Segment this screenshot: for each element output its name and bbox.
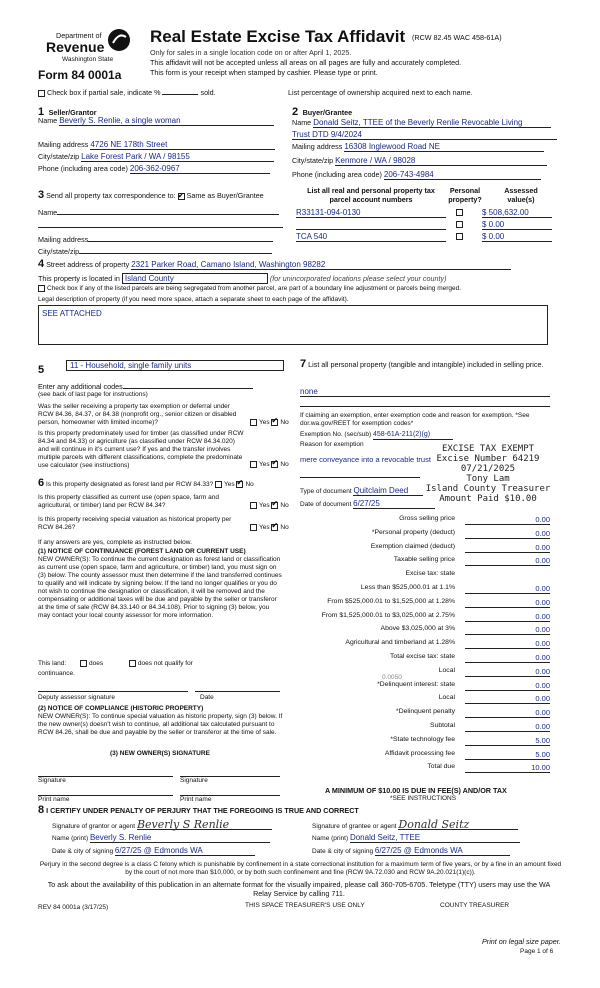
header-sub1: Only for sales in a single location code on or after April 1, 2025. [150, 48, 352, 57]
tax-row-label: Less than $525,000.01 at 1.1% [360, 584, 455, 591]
section3-city-field[interactable] [79, 245, 272, 254]
tax-row-amount[interactable]: 0.00 [465, 598, 550, 608]
form-title: Real Estate Excise Tax Affidavit [150, 27, 406, 46]
tax-row [300, 570, 550, 581]
section4-address-row: 4 Street address of property 2321 Parker Road, Camano Island, Washington 98282 [38, 260, 558, 270]
seller-name-row: Name Beverly S. Renlie, a single woman [38, 116, 283, 126]
notice1-text: NEW OWNER(S): To continue the current designation as forest land or classification as current use (open space, farm and agriculture, or timber) land, you must sign on (3) below. The county assessor must then determine if the land transferred continues to qualify and will indicate by signing below. If the land no longer qualifies or you do not wish to continue the designation or classification, it will be removed and the compensating or additional taxes will be due and payable by the seller or transferor at the time of sale (RCW 84.33.140 or 84.34.108). Prior to signing (3) below, you may contact your local county assessor for more information. [38, 556, 282, 619]
tax-row-amount[interactable]: 0.00 [465, 722, 550, 732]
dept-line2: Revenue [46, 39, 105, 55]
doc-type-row: Type of document Quitclaim Deed [300, 487, 423, 496]
same-as-buyer-checkbox[interactable] [178, 193, 185, 200]
exemption-reason[interactable]: mere conveyance into a revocable trust [300, 455, 431, 464]
ownership-note: List percentage of ownership acquired next to each name. [288, 88, 473, 97]
buyer-name-line2[interactable]: Trust DTD 9/4/2024 [292, 130, 557, 140]
section3-mail-field[interactable] [88, 233, 273, 242]
buyer-name-line1[interactable]: Donald Seitz, TTEE of the Beverly Renlie Revocable Living [313, 118, 551, 128]
grantor-print-name[interactable]: Beverly S. Renlie [90, 834, 270, 843]
tax-row-label: From $525,000.01 to $1,525,000 at 1.28% [327, 597, 455, 605]
deputy-label: Deputy assessor signature [38, 694, 115, 701]
tax-row [300, 708, 550, 719]
partial-sale-checkbox[interactable] [38, 90, 45, 97]
buyer-mail[interactable]: 16308 Inglewood Road NE [344, 142, 544, 152]
grantor-date-city[interactable]: 6/27/25 @ Edmonds WA [115, 847, 255, 856]
section8-heading-row: 8 I CERTIFY UNDER PENALTY OF PERJURY THAT THE FOREGOING IS TRUE AND CORRECT [38, 804, 359, 816]
tax-row-amount[interactable]: 0.00 [465, 529, 550, 539]
buyer-section [292, 102, 557, 180]
tax-row-label: *State technology fee [390, 735, 455, 743]
tax-row [300, 681, 550, 692]
tax-row [300, 667, 550, 678]
notice2-title: (2) NOTICE OF COMPLIANCE (HISTORIC PROPERTY) [38, 705, 204, 712]
personal-property-checkbox[interactable] [456, 209, 463, 216]
seller-phone[interactable]: 206-362-0967 [130, 164, 270, 174]
tax-row-amount[interactable]: 0.00 [465, 556, 550, 566]
doc-type[interactable]: Quitclaim Deed [353, 487, 423, 496]
section5-q2-options: Yes ✔ No [250, 461, 289, 469]
county-select[interactable]: Island County [122, 273, 268, 284]
exemption-number[interactable]: 458-61A-211(2)(g) [373, 431, 453, 440]
table-row [296, 220, 556, 232]
tax-row [300, 736, 550, 747]
tax-row-amount[interactable]: 0.00 [465, 515, 550, 525]
tax-row-label: Taxable selling price [393, 556, 455, 564]
segregated-checkbox[interactable] [38, 285, 45, 292]
seller-phone-row: Phone (including area code) 206-362-0967 [38, 164, 283, 174]
personal-property-list[interactable]: none [300, 387, 550, 397]
grantor-date-row: Date & city of signing 6/27/25 @ Edmonds WA [52, 847, 292, 856]
section3-mail-row: Mailing address [38, 233, 283, 244]
section3-name-field[interactable] [57, 206, 279, 215]
deputy-sig-field[interactable] [38, 690, 188, 692]
buyer-phone[interactable]: 206-743-4984 [384, 170, 541, 180]
seller-mail[interactable]: 4726 NE 178th Street [90, 140, 275, 150]
personal-property-checkbox[interactable] [456, 221, 463, 228]
tax-row-label: From $1,525,000.01 to $3,025,000 at 2.75% [321, 611, 455, 619]
tax-row [300, 584, 550, 595]
q2-yes-checkbox[interactable] [250, 461, 257, 468]
table-row [296, 208, 556, 220]
see-instructions: *SEE INSTRUCTIONS [390, 795, 457, 802]
grantee-date-city[interactable]: 6/27/25 @ Edmonds WA [375, 847, 510, 856]
buyer-name-row: Name Donald Seitz, TTEE of the Beverly Renlie Revocable Living [292, 118, 557, 128]
reason-label: Reason for exemption [300, 441, 364, 448]
additional-codes-field[interactable] [123, 380, 253, 389]
continuance: continuance. [38, 670, 75, 677]
grantee-name-row: Name (print) Donald Seitz, TTEE [312, 834, 562, 843]
s6q2-no-checkbox[interactable] [271, 502, 278, 509]
tax-row-amount[interactable]: 0.00 [465, 694, 550, 704]
section-2-number: 2 [292, 106, 299, 118]
seller-city-row: City/state/zip Lake Forest Park / WA / 98155 [38, 152, 283, 162]
tax-row [300, 722, 550, 733]
s6q3-no-checkbox[interactable] [271, 524, 278, 531]
tax-row-label: *Personal property (deduct) [371, 528, 455, 536]
tax-row [300, 625, 550, 636]
page-number: Page 1 of 6 [520, 948, 554, 955]
does-checkbox[interactable] [80, 660, 87, 667]
parcel-table [296, 208, 556, 244]
tax-row-label: Total due [427, 763, 455, 771]
section-1-number: 1 [38, 106, 45, 118]
print-label2: Print name [180, 796, 212, 803]
treasurer-stamp: EXCISE TAX EXEMPT Excise Number 64219 07/21/2025 Tony Lam Island County Treasurer Amount Paid $10.00 [425, 444, 551, 504]
legal-desc-label: Legal description of property (if you need more space, attach a separate sheet to each page of the affidavit). [38, 296, 349, 303]
table-row [296, 232, 556, 244]
buyer-city[interactable]: Kenmore / WA / 98028 [335, 156, 547, 166]
section3-name-row: Name [38, 206, 283, 217]
section3-header: 3 Send all property tax correspondence to: ✔ Same as Buyer/Grantee [38, 191, 264, 200]
print-label1: Print name [38, 796, 70, 803]
tax-row-label: Excise tax: state [405, 570, 455, 578]
parcel-acct[interactable]: R33131-094-0130 [296, 208, 446, 218]
header-sub3: This form is your receipt when stamped by cashier. Please type or print. [150, 68, 378, 77]
additional-codes-row: Enter any additional codes [38, 380, 283, 391]
grantee-signature[interactable]: Donald Seitz [398, 821, 518, 830]
tax-row [300, 556, 550, 567]
tax-row-amount[interactable]: 0.00 [465, 653, 550, 663]
tax-row [300, 598, 550, 609]
tax-row [300, 639, 550, 650]
legal-desc-text: SEE ATTACHED [42, 309, 102, 318]
county-note: (for unincorporated locations please select your county) [269, 274, 447, 283]
tax-row-label: Agricultural and timberland at 1.28% [345, 639, 455, 647]
tax-row-amount[interactable]: 10.00 [465, 763, 550, 773]
tax-row-amount[interactable]: 0.00 [465, 681, 550, 691]
tax-row [300, 763, 550, 774]
tax-row [300, 653, 550, 664]
buyer-mail-row: Mailing address 16308 Inglewood Road NE [292, 142, 557, 152]
form-rcw: (RCW 82.45 WAC 458-61A) [412, 33, 502, 42]
grantee-date-row: Date & city of signing 6/27/25 @ Edmonds WA [312, 847, 562, 856]
alt-format-note: To ask about the availability of this publication in an alternate format for the visually impaired, please call 360-705-6705. Teletype (TTY) users may use the WA Relay Service by calling 711. [47, 880, 551, 898]
tax-row-amount[interactable]: 0.00 [465, 708, 550, 718]
notice2-text: NEW OWNER(S): To continue special valuation as historic property, sign (3) below. If the new owner(s) doesn't wish to continue, all additional tax calculated pursuant to RCW 84.26, shall be due and payable by the seller or transferor at the time of sale. [38, 713, 283, 736]
q1-no-checkbox[interactable] [271, 419, 278, 426]
personal-property-checkbox[interactable] [456, 233, 463, 240]
minimum-note: A MINIMUM OF $10.00 IS DUE IN FEE(S) AND/OR TAX [325, 786, 507, 795]
tax-row-label: Total excise tax: state [390, 653, 455, 660]
notice1-title: (1) NOTICE OF CONTINUANCE (FOREST LAND OR CURRENT USE) [38, 548, 246, 555]
tax-row-label: Local [438, 694, 455, 702]
seller-heading: Seller/Grantor [48, 108, 97, 117]
sig-label2: Signature [180, 777, 208, 784]
assessed-value[interactable]: $ 508,632.00 [482, 208, 552, 218]
tax-row-label: Local [438, 666, 455, 674]
tax-row [300, 612, 550, 623]
grantee-sig-row: Signature of grantee or agent Donald Seitz [312, 821, 562, 831]
seller-name[interactable]: Beverly S. Renlie, a single woman [59, 116, 274, 126]
seller-city[interactable]: Lake Forest Park / WA / 98155 [81, 152, 274, 162]
assessed-col-header: Assessed value(s) [504, 186, 538, 204]
s6q1-yes-checkbox[interactable] [215, 481, 222, 488]
deputy-date-field[interactable] [195, 690, 280, 692]
local-rate[interactable]: 0.0050 [382, 674, 402, 681]
tax-row-label: Above $3,025,000 at 3% [380, 625, 455, 633]
section5-q1: Was the seller receiving a property tax exemption or deferral under RCW 84.36, 84.37, or 84.38 (nonprofit org., senior citizen or disabled person, homeowner with limited income)? [38, 403, 237, 426]
section4-located-row: This property is located in Island County (for unincorporated locations please select your county) [38, 274, 447, 283]
section6-q3-options: Yes ✔ No [250, 524, 289, 532]
tax-row-amount[interactable]: 5.00 [465, 736, 550, 746]
deputy-date-label: Date [200, 694, 214, 701]
property-address[interactable]: 2321 Parker Road, Camano Island, Washington 98282 [131, 260, 511, 270]
if-yes-note: If any answers are yes, complete as instructed below. [38, 539, 192, 546]
use-code-select[interactable]: 11 - Household, single family units [66, 360, 284, 371]
reason-line2[interactable] [300, 476, 420, 478]
parcel-col-header: List all real and personal property tax parcel account numbers [307, 186, 435, 204]
partial-sale: Check box if partial sale, indicate % sold. [38, 88, 216, 97]
tax-row [300, 515, 550, 526]
personal-property-list2[interactable] [300, 405, 550, 407]
tax-row [300, 750, 550, 761]
grantor-signature[interactable]: Beverly S Renlie [137, 821, 272, 830]
tax-row-label: Gross selling price [399, 515, 455, 522]
section6-q2-options: Yes ✔ No [250, 502, 289, 510]
section4-segregated: Check box if any of the listed parcels are being segregated from another parcel, are part of a boundary line adjustment or parcels being merged. [38, 285, 568, 293]
s6q2-yes-checkbox[interactable] [250, 502, 257, 509]
section6-q1-row: 6 Is this property designated as forest land per RCW 84.33? Yes ✔ No [38, 479, 283, 489]
doc-date-row: Date of document 6/27/25 [300, 500, 435, 509]
personal-col-header: Personal property? [448, 186, 482, 204]
buyer-heading: Buyer/Grantee [302, 108, 353, 117]
perjury-note: Perjury in the second degree is a class C felony which is punishable by confinement in a state correctional institution for a maximum term of five years, or by a fine in an amount fixed by the court of not more than $10,000, or by both such confinement and fine (RCW 9A.72.030 and RCW 9A.20.021(1)(c)). [39, 861, 562, 876]
grantee-print-name[interactable]: Donald Seitz, TTEE [350, 834, 520, 843]
treasurer-use: THIS SPACE TREASURER'S USE ONLY [245, 902, 365, 909]
legal-desc-box[interactable] [38, 305, 548, 345]
seller-section [38, 102, 283, 172]
tax-row-label: Subtotal [430, 722, 455, 729]
tax-row [300, 694, 550, 705]
tax-row-amount[interactable]: 0.00 [465, 612, 550, 622]
section5-q1-options: Yes ✔ No [250, 419, 289, 427]
parcel-acct[interactable]: TCA 540 [296, 232, 446, 242]
q2-no-checkbox[interactable] [271, 461, 278, 468]
section3-city-row: City/state/zip [38, 245, 283, 256]
tax-row [300, 529, 550, 540]
q1-yes-checkbox[interactable] [250, 419, 257, 426]
print-legal-note: Print on legal size paper. [482, 937, 561, 946]
dept-line1: Department of [56, 31, 102, 40]
section3-name-field2[interactable] [38, 226, 283, 228]
does-not-checkbox[interactable] [129, 660, 136, 667]
seller-mail-row: Mailing address 4726 NE 178th Street [38, 140, 283, 150]
s6q3-yes-checkbox[interactable] [250, 524, 257, 531]
section6-q3: Is this property receiving special valuation as historical property per RCW 84.26? [38, 516, 232, 531]
new-owner-sig-title: (3) NEW OWNER(S) SIGNATURE [110, 750, 210, 757]
this-land-row: This land: does does not qualify for [38, 660, 193, 668]
form-number: Form 84 0001a [38, 68, 122, 82]
tax-row-label: Exemption claimed (deduct) [370, 542, 455, 550]
buyer-phone-row: Phone (including area code) 206-743-4984 [292, 170, 557, 180]
header-sub2: This affidavit will not be accepted unless all areas on all pages are fully and accurately completed. [150, 58, 462, 67]
wa-logo-icon [107, 28, 131, 52]
section6-q2: Is this property classified as current use (open space, farm and agricultural, or timber) land per RCW 84.34? [38, 494, 220, 509]
section5-row: 5 11 - Household, single family units [38, 360, 288, 378]
tax-row-amount[interactable]: 0.00 [465, 639, 550, 649]
doc-date[interactable]: 6/27/25 [353, 500, 435, 509]
see-back: (see back of last page for instructions) [38, 391, 148, 398]
grantor-sig-row: Signature of grantor or agent Beverly S Renlie [52, 821, 292, 831]
s6q1-no-checkbox[interactable] [236, 481, 243, 488]
sig-label1: Signature [38, 777, 66, 784]
exemption-row: Exemption No. (sec/sub) 458-61A-211(2)(g) [300, 431, 550, 440]
rev-number: REV 84 0001a (3/17/25) [38, 904, 109, 911]
tax-row-amount[interactable]: 0.00 [465, 625, 550, 635]
dept-line3: Washington State [62, 56, 114, 63]
tax-row-label: Affidavit processing fee [384, 749, 455, 757]
tax-row-amount[interactable]: 0.00 [465, 584, 550, 594]
claim-note: If claiming an exemption, enter exemption code and reason for exemption. *See dor.wa.gov/REET for exemption codes* [300, 412, 530, 427]
county-treasurer: COUNTY TREASURER [440, 902, 510, 909]
parcel-acct[interactable] [296, 220, 446, 230]
tax-row-amount[interactable]: 0.00 [465, 667, 550, 677]
tax-row-amount[interactable]: 5.00 [465, 750, 550, 760]
tax-row [300, 543, 550, 554]
section7-label-row: 7 List all personal property (tangible and intangible) included in selling price. [300, 358, 544, 370]
tax-row-label: *Delinquent penalty [396, 708, 455, 716]
grantor-name-row: Name (print) Beverly S. Renlie [52, 834, 292, 843]
buyer-city-row: City/state/zip Kenmore / WA / 98028 [292, 156, 557, 166]
tax-row-label: *Delinquent interest: state [377, 680, 455, 688]
assessed-value[interactable]: $ 0.00 [482, 232, 552, 242]
section5-q2: Is this property predominately used for timber (as classified under RCW 84.34 and 84.33) or agriculture (as classified under RCW 84.34.020) and will continue in it's current use? If yes and the transfer involves multiple parcels with different classifications, complete the predominate use calculator (see instructions) [38, 430, 244, 469]
tax-row-amount[interactable]: 0.00 [465, 543, 550, 553]
assessed-value[interactable]: $ 0.00 [482, 220, 552, 230]
